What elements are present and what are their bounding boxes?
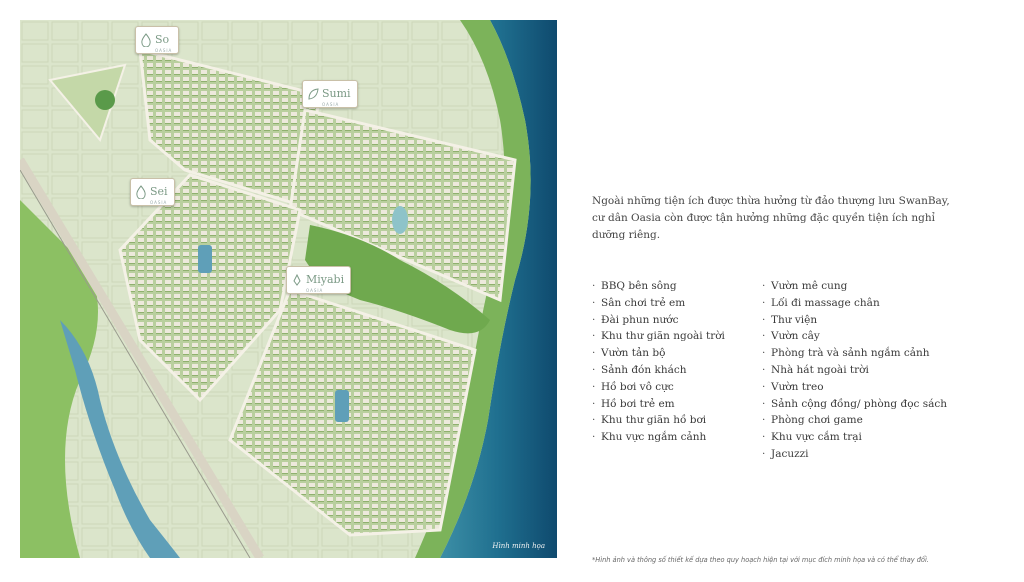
water-drop-icon <box>140 33 152 47</box>
bullet-icon: · <box>762 397 766 410</box>
map-caption: Hình minh họa <box>492 542 545 550</box>
zone-label-miyabi[interactable] <box>286 266 351 294</box>
amenity-item <box>592 362 725 379</box>
amenity-item <box>762 328 947 345</box>
zone-sub: OASIA <box>155 47 173 53</box>
amenity-item <box>762 429 947 446</box>
amenities-list-left <box>592 278 725 446</box>
bullet-icon: · <box>762 330 766 343</box>
bullet-icon: · <box>762 296 766 309</box>
amenity-label: Vườn cây <box>771 330 820 343</box>
bullet-icon: · <box>762 280 766 292</box>
amenity-item <box>762 446 947 463</box>
bullet-icon: · <box>762 431 766 444</box>
footnote: *Hình ảnh và thông số thiết kế dựa theo quy hoạch hiện tại với mục đích minh họa và có thể thay đổi. <box>592 556 929 564</box>
amenity-item <box>592 312 725 329</box>
amenity-label: Vườn treo <box>771 380 824 393</box>
bullet-icon: · <box>762 380 766 393</box>
bullet-icon: · <box>592 380 596 393</box>
amenity-label: Lối đi massage chân <box>771 296 880 309</box>
bullet-icon: · <box>592 347 596 360</box>
bullet-icon: · <box>762 313 766 326</box>
amenity-item <box>762 379 947 396</box>
amenity-label: Nhà hát ngoài trời <box>771 363 869 376</box>
leaf-icon <box>307 87 319 101</box>
bullet-icon: · <box>592 313 596 326</box>
amenity-label: BBQ bên sông <box>601 280 677 292</box>
amenity-item <box>762 396 947 413</box>
amenity-item <box>592 412 725 429</box>
amenities-list-right <box>762 278 947 463</box>
amenity-item <box>592 396 725 413</box>
amenity-label: Sân chơi trẻ em <box>601 296 686 309</box>
amenity-label: Sảnh cộng đồng/ phòng đọc sách <box>771 397 948 410</box>
bullet-icon: · <box>592 431 596 444</box>
zone-sub: OASIA <box>306 287 324 293</box>
zone-label-sumi[interactable] <box>302 80 358 108</box>
amenity-item <box>592 328 725 345</box>
amenity-item <box>762 278 947 295</box>
bullet-icon: · <box>762 447 766 460</box>
amenity-label: Khu thư giãn ngoài trời <box>601 330 725 343</box>
masterplan-map <box>20 20 557 558</box>
amenity-label: Vườn mê cung <box>771 280 848 292</box>
amenity-item <box>592 345 725 362</box>
zone-label-sei[interactable] <box>130 178 175 206</box>
zone-name: Sei <box>150 184 168 198</box>
amenity-item <box>762 312 947 329</box>
lotus-icon <box>291 273 303 287</box>
amenity-label: Hồ bơi trẻ em <box>601 397 675 410</box>
amenity-item <box>592 429 725 446</box>
amenity-label: Đài phun nước <box>601 313 679 326</box>
amenity-label: Phòng trà và sảnh ngắm cảnh <box>771 347 930 360</box>
bullet-icon: · <box>592 296 596 309</box>
amenity-label: Khu thư giãn hồ bơi <box>601 414 707 427</box>
bullet-icon: · <box>762 363 766 376</box>
amenity-label: Sảnh đón khách <box>601 363 687 376</box>
bullet-icon: · <box>592 280 596 292</box>
zone-label-so[interactable] <box>135 26 179 54</box>
amenity-label: Hồ bơi vô cực <box>601 380 674 393</box>
amenity-label: Jacuzzi <box>771 447 809 460</box>
amenity-item <box>592 379 725 396</box>
water-drop-icon <box>135 185 147 199</box>
zone-name: So <box>155 32 170 46</box>
amenity-item <box>762 362 947 379</box>
amenity-item <box>762 412 947 429</box>
amenity-label: Phòng chơi game <box>771 414 863 427</box>
amenity-item <box>762 345 947 362</box>
amenity-item <box>592 295 725 312</box>
amenity-label: Vườn tản bộ <box>601 347 666 360</box>
zone-name: Sumi <box>322 86 351 100</box>
bullet-icon: · <box>592 330 596 343</box>
amenity-label: Khu vực ngắm cảnh <box>601 431 707 444</box>
bullet-icon: · <box>762 414 766 427</box>
bullet-icon: · <box>592 414 596 427</box>
amenity-item <box>762 295 947 312</box>
zone-sub: OASIA <box>322 101 340 107</box>
amenity-label: Thư viện <box>771 313 818 326</box>
amenity-item <box>592 278 725 295</box>
bullet-icon: · <box>592 363 596 376</box>
amenity-label: Khu vực cắm trại <box>771 431 862 444</box>
zone-name: Miyabi <box>306 272 345 286</box>
bullet-icon: · <box>762 347 766 360</box>
zone-sub: OASIA <box>150 199 168 205</box>
bullet-icon: · <box>592 397 596 410</box>
intro-paragraph: Ngoài những tiện ích được thừa hưởng từ đảo thượng lưu SwanBay, cư dân Oasia còn được tận hưởng những đặc quyền tiện ích nghỉ dưỡng riêng. <box>592 195 950 241</box>
